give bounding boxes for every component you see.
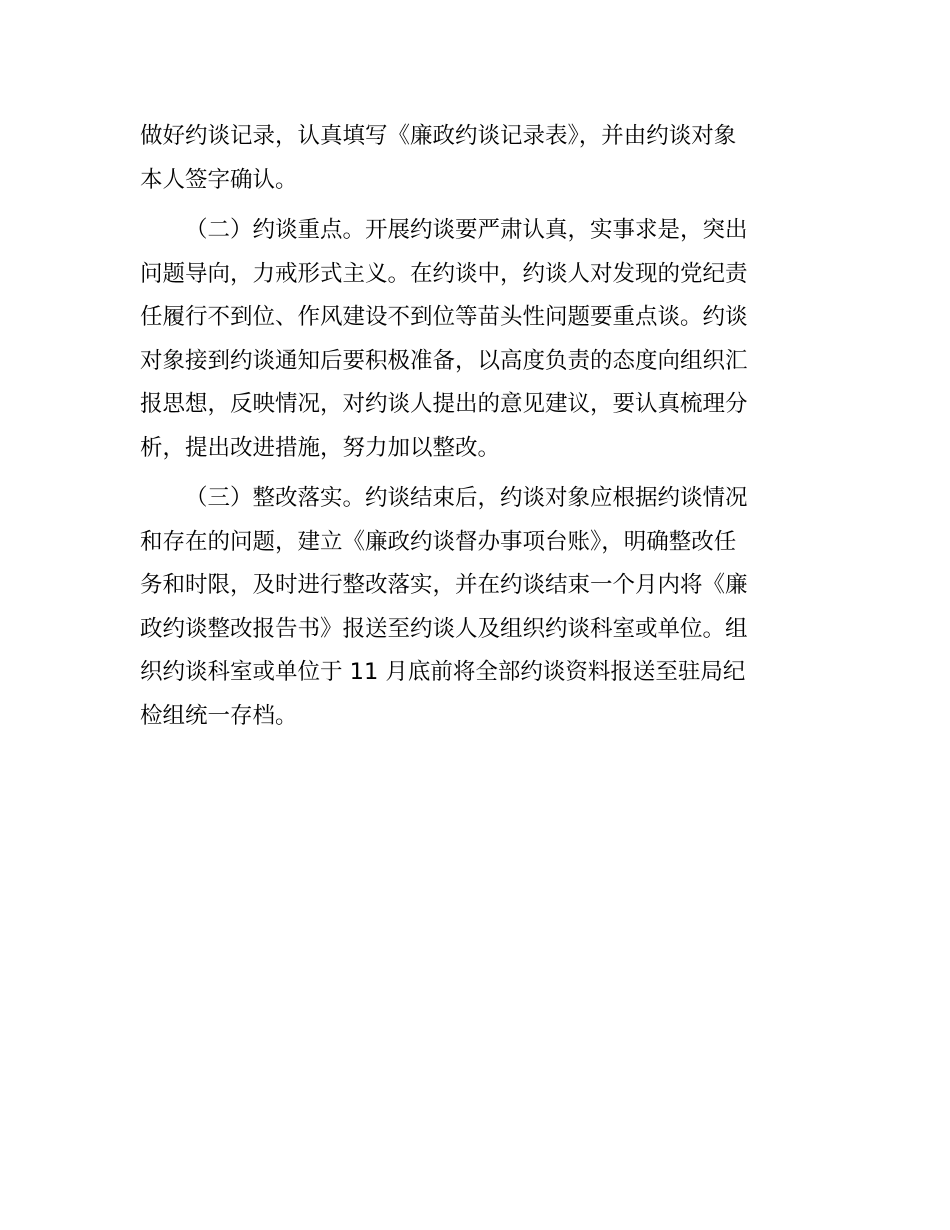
text-line: 织约谈科室或单位于 11 月底前将全部约谈资料报送至驻局纪 — [140, 659, 746, 685]
paragraph-record-keeping — [140, 115, 816, 202]
text-line: 本人签字确认。 — [140, 166, 298, 193]
text-line: 析，提出改进措施，努力加以整改。 — [140, 434, 501, 461]
paragraph-talk-focus — [140, 209, 816, 470]
text-line: （二）约谈重点。开展约谈要严肃认真，实事求是，突出 — [185, 217, 748, 243]
text-line: 做好约谈记录，认真填写《廉政约谈记录表》，并由约谈对象 — [140, 123, 737, 149]
text-line: 检组统一存档。 — [140, 702, 298, 729]
text-line: 政约谈整改报告书》报送至约谈人及组织约谈科室或单位。组 — [140, 615, 748, 642]
text-line: 报思想，反映情况，对约谈人提出的意见建议，要认真梳理分 — [140, 391, 748, 417]
text-line: 问题导向，力戒形式主义。在约谈中，约谈人对发现的党纪责 — [140, 260, 748, 287]
text-line: 务和时限，及时进行整改落实，并在约谈结束一个月内将《廉 — [140, 572, 748, 598]
document-body — [140, 115, 816, 745]
text-line: 和存在的问题，建立《廉政约谈督办事项台账》，明确整改任 — [140, 528, 737, 555]
text-line: 任履行不到位、作风建设不到位等苗头性问题要重点谈。约谈 — [140, 304, 748, 330]
text-line: （三）整改落实。约谈结束后，约谈对象应根据约谈情况 — [185, 485, 748, 511]
paragraph-rectification — [140, 477, 816, 738]
text-line: 对象接到约谈通知后要积极准备，以高度负责的态度向组织汇 — [140, 347, 748, 374]
